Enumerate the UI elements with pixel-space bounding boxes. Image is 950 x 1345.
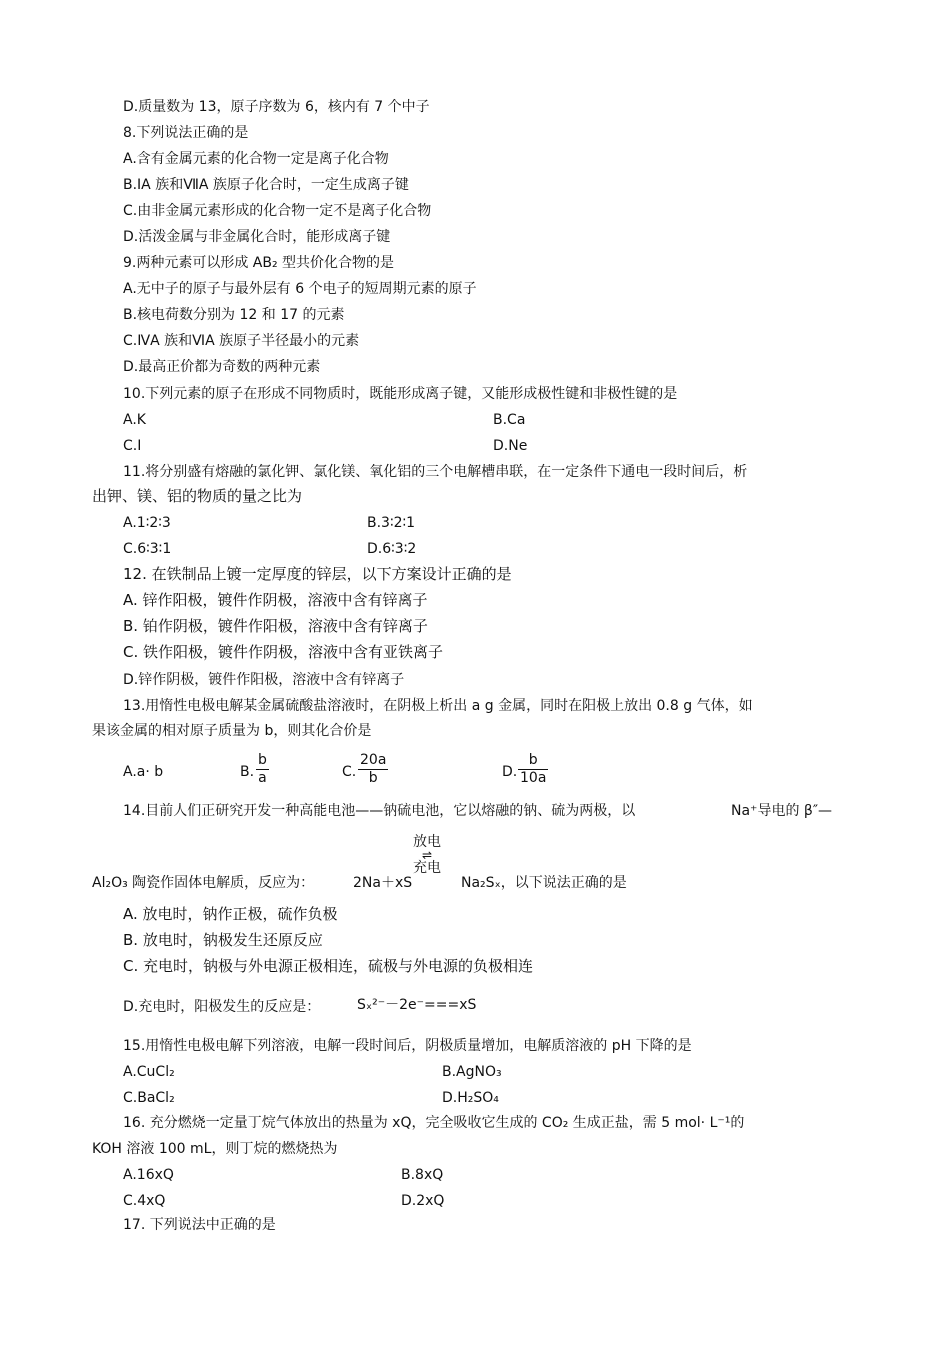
- q8-stem: 8.下列说法正确的是: [123, 125, 249, 141]
- discharge-label: 放电: [413, 834, 441, 850]
- q16-stem-line2: KOH 溶液 100 mL，则丁烷的燃烧热为: [92, 1141, 338, 1157]
- q12-option-a: A. 锌作阳极，镀件作阴极，溶液中含有锌离子: [123, 591, 428, 609]
- q8-option-b: B.ⅠA 族和ⅦA 族原子化合时，一定生成离子键: [123, 177, 409, 193]
- q15-option-c: C.BaCl₂: [123, 1090, 175, 1106]
- q12-option-c: C. 铁作阳极，镀件作阴极，溶液中含有亚铁离子: [123, 643, 444, 661]
- q14-option-b: B. 放电时，钠极发生还原反应: [123, 931, 323, 949]
- q11-stem-line2: 出钾、镁、铝的物质的量之比为: [92, 487, 303, 505]
- q11-option-b: B.3∶2∶1: [367, 515, 416, 531]
- q12-stem: 12. 在铁制品上镀一定厚度的锌层，以下方案设计正确的是: [123, 565, 512, 583]
- q13-stem-line1: 13.用惰性电极电解某金属硫酸盐溶液时，在阴极上析出 a g 金属，同时在阳极上放出 0.8 g 气体，如: [123, 698, 753, 714]
- q10-stem: 10.下列元素的原子在形成不同物质时，既能形成离子键，又能形成极性键和非极性键的是: [123, 386, 678, 402]
- q13-option-a: A.a· b: [123, 764, 164, 780]
- q15-stem: 15.用惰性电极电解下列溶液，电解一段时间后，阴极质量增加，电解质溶液的 pH 下降的是: [123, 1038, 692, 1054]
- q13-option-d-label: D.: [502, 764, 518, 780]
- q14-stem-line2-a: Al₂O₃ 陶瓷作固体电解质，反应为：: [92, 875, 315, 891]
- q14-na-conductor: Na⁺导电的 β″—: [731, 803, 833, 819]
- q16-option-b: B.8xQ: [401, 1167, 444, 1183]
- q15-option-a: A.CuCl₂: [123, 1064, 175, 1080]
- fraction-denominator: b: [368, 770, 378, 786]
- equilibrium-arrow-icon: ⇌: [421, 848, 433, 862]
- q14-stem-line1: 14.目前人们正研究开发一种高能电池——钠硫电池，它以熔融的钠、硫为两极，以: [123, 803, 636, 819]
- q16-option-c: C.4xQ: [123, 1193, 166, 1209]
- q15-option-d: D.H₂SO₄: [442, 1090, 499, 1106]
- q9-option-d: D.最高正价都为奇数的两种元素: [123, 359, 321, 375]
- q17-stem: 17. 下列说法中正确的是: [123, 1217, 276, 1233]
- q14-reaction-arrow: [413, 834, 441, 876]
- q10-option-a: A.K: [123, 412, 146, 428]
- q7-option-d: D.质量数为 13，原子序数为 6，核内有 7 个中子: [123, 99, 430, 115]
- q13-option-b-label: B.: [240, 764, 255, 780]
- q11-option-c: C.6∶3∶1: [123, 541, 172, 557]
- q14-option-d: D.充电时，阳极发生的反应是：: [123, 999, 321, 1015]
- fraction-numerator: b: [258, 752, 267, 768]
- q8-option-d: D.活泼金属与非金属化合时，能形成离子键: [123, 229, 391, 245]
- q9-stem: 9.两种元素可以形成 AB₂ 型共价化合物的是: [123, 255, 395, 271]
- q9-option-b: B.核电荷数分别为 12 和 17 的元素: [123, 307, 345, 323]
- q13-stem-line2: 果该金属的相对原子质量为 b，则其化合价是: [92, 723, 372, 739]
- q11-stem-line1: 11.将分别盛有熔融的氯化钾、氯化镁、氧化铝的三个电解槽串联，在一定条件下通电一段时间后，析: [123, 464, 748, 480]
- q8-option-c: C.由非金属元素形成的化合物一定不是离子化合物: [123, 203, 432, 219]
- q13-option-c-fraction: [358, 752, 388, 787]
- q14-equation-left: 2Na＋xS: [353, 875, 413, 891]
- fraction-denominator: 10a: [520, 770, 547, 786]
- q12-option-d: D.锌作阴极，镀件作阳极，溶液中含有锌离子: [123, 672, 405, 688]
- q10-option-b: B.Ca: [493, 412, 526, 428]
- q13-option-b-fraction: [256, 752, 269, 787]
- q16-stem-line1: 16. 充分燃烧一定量丁烷气体放出的热量为 xQ，完全吸收它生成的 CO₂ 生成正盐，需 5 mol· L⁻¹的: [123, 1115, 745, 1131]
- q10-option-d: D.Ne: [493, 438, 528, 454]
- fraction-denominator: a: [258, 770, 267, 786]
- q12-option-b: B. 铂作阴极，镀件作阳极，溶液中含有锌离子: [123, 617, 428, 635]
- q11-option-d: D.6∶3∶2: [367, 541, 417, 557]
- q14-option-a: A. 放电时，钠作正极，硫作负极: [123, 905, 338, 923]
- fraction-numerator: 20a: [360, 752, 387, 768]
- q10-option-c: C.I: [123, 438, 142, 454]
- q16-option-a: A.16xQ: [123, 1167, 174, 1183]
- q9-option-a: A.无中子的原子与最外层有 6 个电子的短周期元素的原子: [123, 281, 477, 297]
- q14-stem-line2-c: Na₂Sₓ，以下说法正确的是: [461, 875, 627, 891]
- charge-label: 充电: [413, 860, 441, 876]
- q13-option-c-label: C.: [342, 764, 357, 780]
- q14-option-c: C. 充电时，钠极与外电源正极相连，硫极与外电源的负极相连: [123, 957, 534, 975]
- q15-option-b: B.AgNO₃: [442, 1064, 502, 1080]
- q9-option-c: C.ⅣA 族和ⅥA 族原子半径最小的元素: [123, 333, 360, 349]
- q11-option-a: A.1∶2∶3: [123, 515, 171, 531]
- q13-option-d-fraction: [518, 752, 548, 787]
- q16-option-d: D.2xQ: [401, 1193, 445, 1209]
- q8-option-a: A.含有金属元素的化合物一定是离子化合物: [123, 151, 389, 167]
- q14-option-d-equation: Sₓ²⁻－2e⁻===xS: [357, 997, 477, 1013]
- fraction-numerator: b: [518, 752, 548, 770]
